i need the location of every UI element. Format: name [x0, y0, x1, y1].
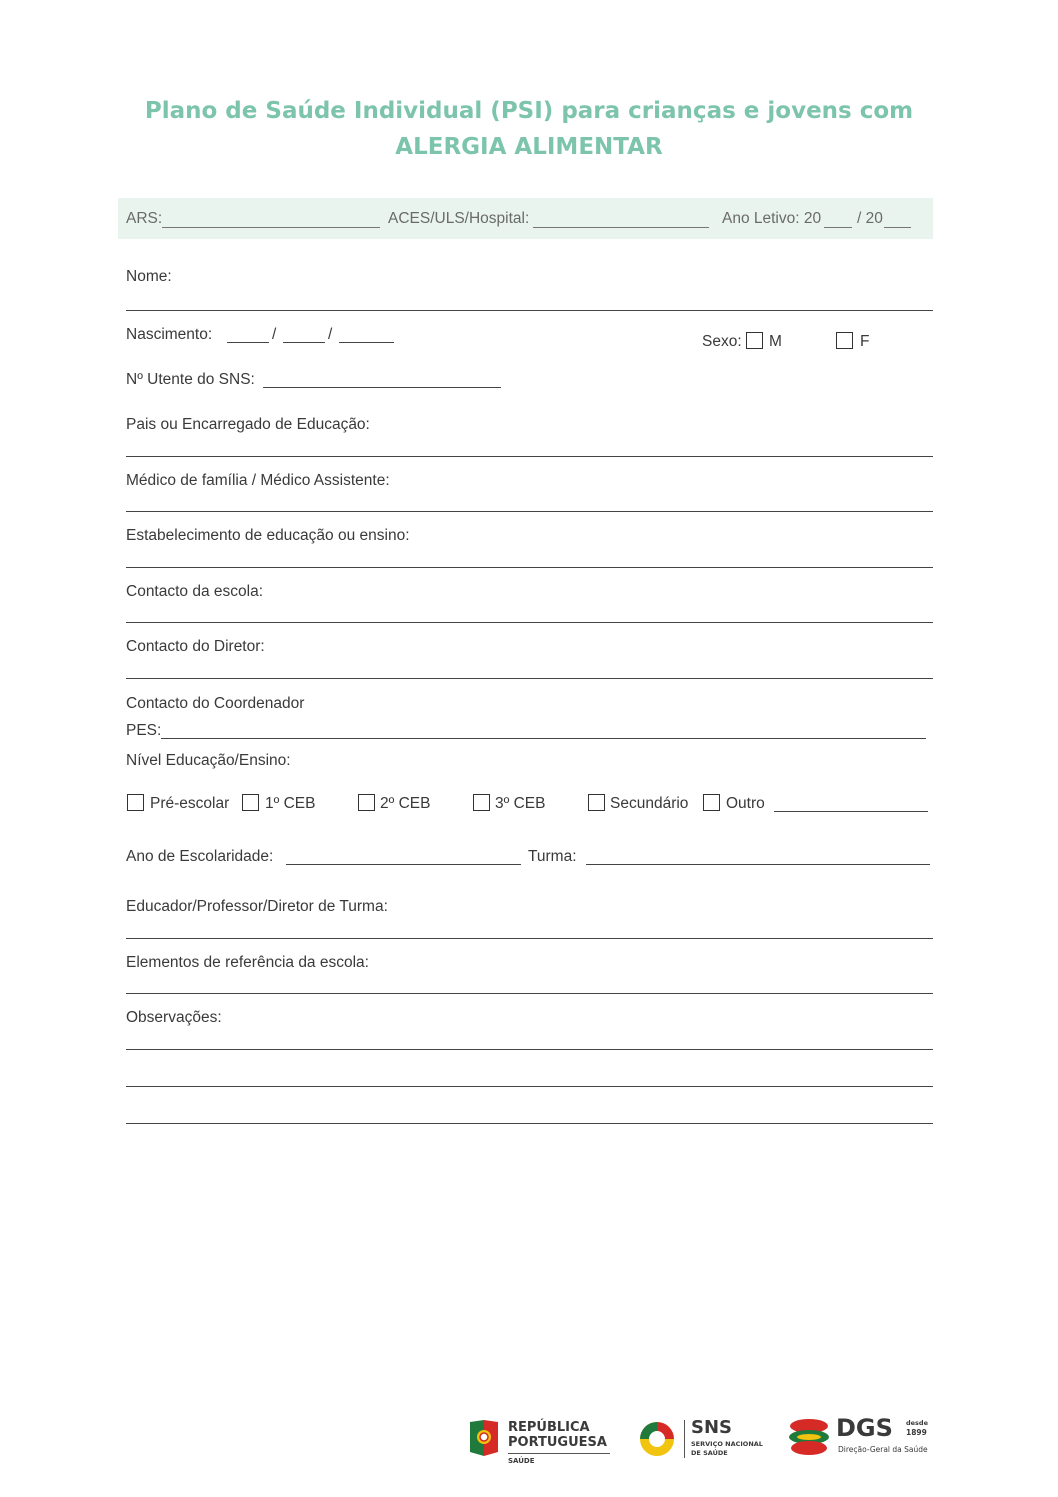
observacoes-line-2[interactable]: [126, 1086, 933, 1087]
observacoes-label: Observações:: [126, 1009, 222, 1026]
nivel-secundario-checkbox[interactable]: [588, 794, 611, 814]
dgs-desde: desde: [906, 1419, 928, 1427]
ano-letivo-label: Ano Letivo: 20: [722, 210, 822, 227]
nivel-option-label: Secundário: [610, 795, 689, 812]
ano-letivo-end-field[interactable]: [884, 211, 911, 228]
sexo-label: Sexo:: [702, 333, 742, 350]
checkbox-icon: [473, 794, 490, 811]
nivel-outro-field[interactable]: [774, 795, 928, 812]
sexo-m-label: M: [769, 333, 782, 350]
nivel-3ceb-checkbox[interactable]: [473, 794, 496, 814]
republica-text-1: REPÚBLICA: [508, 1420, 590, 1435]
medico-label: Médico de família / Médico Assistente:: [126, 472, 390, 489]
sns-circle-icon: [638, 1420, 676, 1458]
ano-escolaridade-field[interactable]: [286, 848, 521, 865]
contacto-diretor-label: Contacto do Diretor:: [126, 638, 265, 655]
nivel-option-label: 1º CEB: [265, 795, 316, 812]
nivel-option-label: Pré-escolar: [150, 795, 230, 812]
republica-portuguesa-logo: [468, 1418, 613, 1474]
estabelecimento-label: Estabelecimento de educação ou ensino:: [126, 527, 410, 544]
contacto-escola-label: Contacto da escola:: [126, 583, 264, 600]
nivel-2ceb-checkbox[interactable]: [358, 794, 381, 814]
contacto-diretor-field[interactable]: [126, 678, 933, 679]
republica-divider: [508, 1453, 610, 1454]
sexo-m-checkbox[interactable]: [746, 332, 769, 352]
dgs-emblem-icon: [788, 1418, 830, 1456]
dgs-logo: [788, 1416, 936, 1462]
date-slash-2: /: [328, 326, 333, 343]
dgs-text: DGS: [836, 1414, 893, 1442]
utente-field[interactable]: [263, 371, 501, 388]
contacto-coordenador-field[interactable]: [161, 722, 926, 739]
ano-escolaridade-label: Ano de Escolaridade:: [126, 848, 274, 865]
nivel-option-label: Outro: [726, 795, 765, 812]
checkbox-icon: [242, 794, 259, 811]
nivel-1ceb-checkbox[interactable]: [242, 794, 265, 814]
dgs-sub: Direção-Geral da Saúde: [838, 1445, 928, 1454]
contacto-coordenador-label: Contacto do Coordenador: [126, 695, 305, 712]
pais-label: Pais ou Encarregado de Educação:: [126, 416, 370, 433]
elementos-field[interactable]: [126, 993, 933, 994]
flag-shield-icon: [468, 1418, 500, 1458]
nivel-label: Nível Educação/Ensino:: [126, 752, 291, 769]
checkbox-icon: [127, 794, 144, 811]
nivel-outro-checkbox[interactable]: [703, 794, 726, 814]
sns-sub-2: DE SAÚDE: [691, 1449, 728, 1457]
educador-field[interactable]: [126, 938, 933, 939]
republica-sub: SAÚDE: [508, 1457, 535, 1465]
republica-text-2: PORTUGUESA: [508, 1435, 607, 1450]
nascimento-day-field[interactable]: [227, 326, 269, 343]
elementos-label: Elementos de referência da escola:: [126, 954, 369, 971]
educador-label: Educador/Professor/Diretor de Turma:: [126, 898, 388, 915]
pes-label: PES:: [126, 722, 162, 739]
nascimento-label: Nascimento:: [126, 326, 213, 343]
checkbox-icon: [746, 332, 763, 349]
checkbox-icon: [588, 794, 605, 811]
observacoes-line-3[interactable]: [126, 1123, 933, 1124]
aces-field[interactable]: [533, 211, 709, 228]
turma-field[interactable]: [586, 848, 930, 865]
document-title-line-2: ALERGIA ALIMENTAR: [395, 134, 663, 160]
medico-field[interactable]: [126, 511, 933, 512]
observacoes-line-1[interactable]: [126, 1049, 933, 1050]
date-slash-1: /: [272, 326, 277, 343]
nivel-pre-escolar-checkbox[interactable]: [127, 794, 150, 814]
sns-sub-1: SERVIÇO NACIONAL: [691, 1440, 763, 1448]
estabelecimento-field[interactable]: [126, 567, 933, 568]
ano-letivo-sep: / 20: [857, 210, 883, 227]
turma-label: Turma:: [528, 848, 577, 865]
dgs-year: 1899: [906, 1428, 927, 1437]
sexo-f-checkbox[interactable]: [836, 332, 859, 352]
ars-label: ARS:: [126, 210, 163, 227]
ano-letivo-start-field[interactable]: [824, 211, 852, 228]
ars-field[interactable]: [162, 211, 380, 228]
document-title-line-1: Plano de Saúde Individual (PSI) para crianças e jovens com: [144, 98, 914, 124]
pais-field[interactable]: [126, 456, 933, 457]
aces-label: ACES/ULS/Hospital:: [388, 210, 530, 227]
nascimento-month-field[interactable]: [283, 326, 325, 343]
nascimento-year-field[interactable]: [339, 326, 394, 343]
sns-logo: [638, 1418, 763, 1464]
nome-label: Nome:: [126, 268, 172, 285]
nivel-option-label: 2º CEB: [380, 795, 431, 812]
checkbox-icon: [358, 794, 375, 811]
sns-text: SNS: [691, 1417, 732, 1438]
sexo-f-label: F: [860, 333, 870, 350]
checkbox-icon: [836, 332, 853, 349]
checkbox-icon: [703, 794, 720, 811]
nome-field[interactable]: [126, 310, 933, 311]
header-band: [118, 198, 933, 239]
utente-label: Nº Utente do SNS:: [126, 371, 255, 388]
nivel-option-label: 3º CEB: [495, 795, 546, 812]
sns-divider: [684, 1420, 685, 1458]
contacto-escola-field[interactable]: [126, 622, 933, 623]
